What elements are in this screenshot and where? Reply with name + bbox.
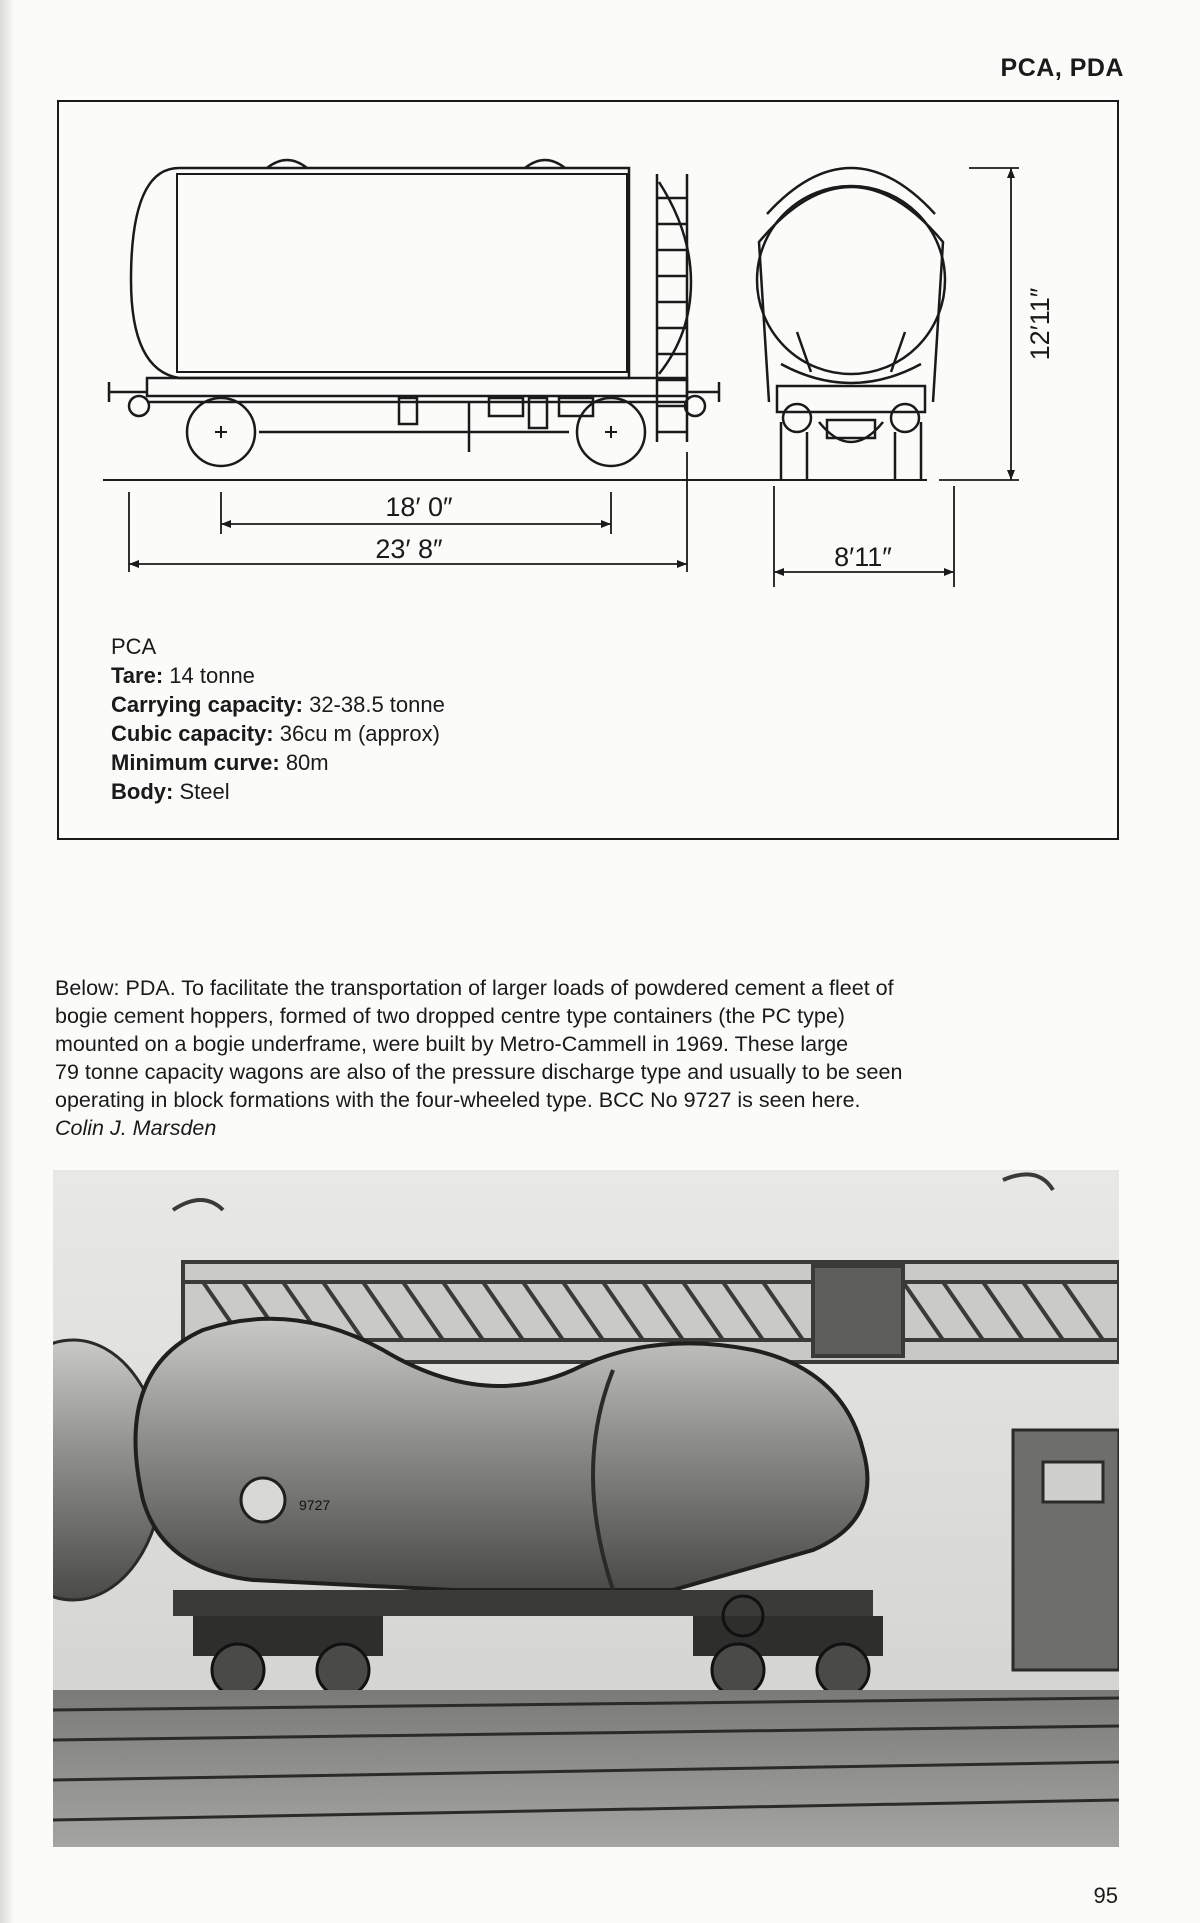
photo-credit: Colin J. Marsden	[55, 1116, 217, 1140]
dim-wheelbase-label: 18′ 0″	[385, 492, 453, 522]
wagon-logo	[241, 1478, 285, 1522]
spec-carrying-label: Carrying capacity:	[111, 692, 303, 717]
spec-tare-value: 14 tonne	[163, 663, 255, 688]
dim-width-label: 8′11″	[834, 542, 892, 572]
spec-cubic-value: 36cu m (approx)	[273, 721, 440, 746]
side-elevation-drawing	[109, 160, 719, 466]
caption-line: 79 tonne capacity wagons are also of the pressure discharge type and usually to be seen	[55, 1060, 903, 1084]
spec-curve-value: 80m	[279, 750, 329, 775]
spec-carrying-value: 32-38.5 tonne	[302, 692, 445, 717]
spec-tare-label: Tare:	[111, 663, 164, 688]
wagon-number: 9727	[299, 1497, 331, 1513]
caption-line: mounted on a bogie underframe, were built by Metro-Cammell in 1969. These large	[55, 1032, 849, 1056]
spec-body-value: Steel	[173, 779, 230, 804]
spec-cubic	[111, 719, 445, 748]
spec-carrying	[111, 690, 445, 719]
dim-length-label: 23′ 8″	[375, 534, 443, 564]
dim-height-label: 12′11″	[1025, 287, 1055, 361]
caption-line: operating in block formations with the four-wheeled type. BCC No 9727 is seen here.	[55, 1088, 861, 1112]
wagon-diagram	[59, 102, 1117, 622]
wagon-photograph	[53, 1170, 1119, 1847]
page-edge-shadow	[0, 0, 14, 1923]
spec-body-label: Body:	[111, 779, 174, 804]
page-number: 95	[1093, 1883, 1118, 1908]
spec-type: PCA	[111, 634, 157, 659]
diagram-figure-box	[57, 100, 1119, 840]
spec-tare	[111, 661, 445, 690]
spec-curve	[111, 748, 445, 777]
photo-caption	[55, 974, 1115, 1142]
caption-line: bogie cement hoppers, formed of two dropped centre type containers (the PC type)	[55, 1004, 845, 1028]
specs-block	[111, 632, 445, 806]
running-head: PCA, PDA	[1000, 54, 1124, 82]
track-bed	[53, 1690, 1119, 1847]
locomotive	[1013, 1430, 1119, 1670]
caption-line: Below: PDA. To facilitate the transportation of larger loads of powdered cement a fleet of	[55, 976, 894, 1000]
spec-cubic-label: Cubic capacity:	[111, 721, 274, 746]
spec-body	[111, 777, 445, 806]
end-elevation-drawing	[757, 168, 945, 480]
spec-curve-label: Minimum curve:	[111, 750, 280, 775]
